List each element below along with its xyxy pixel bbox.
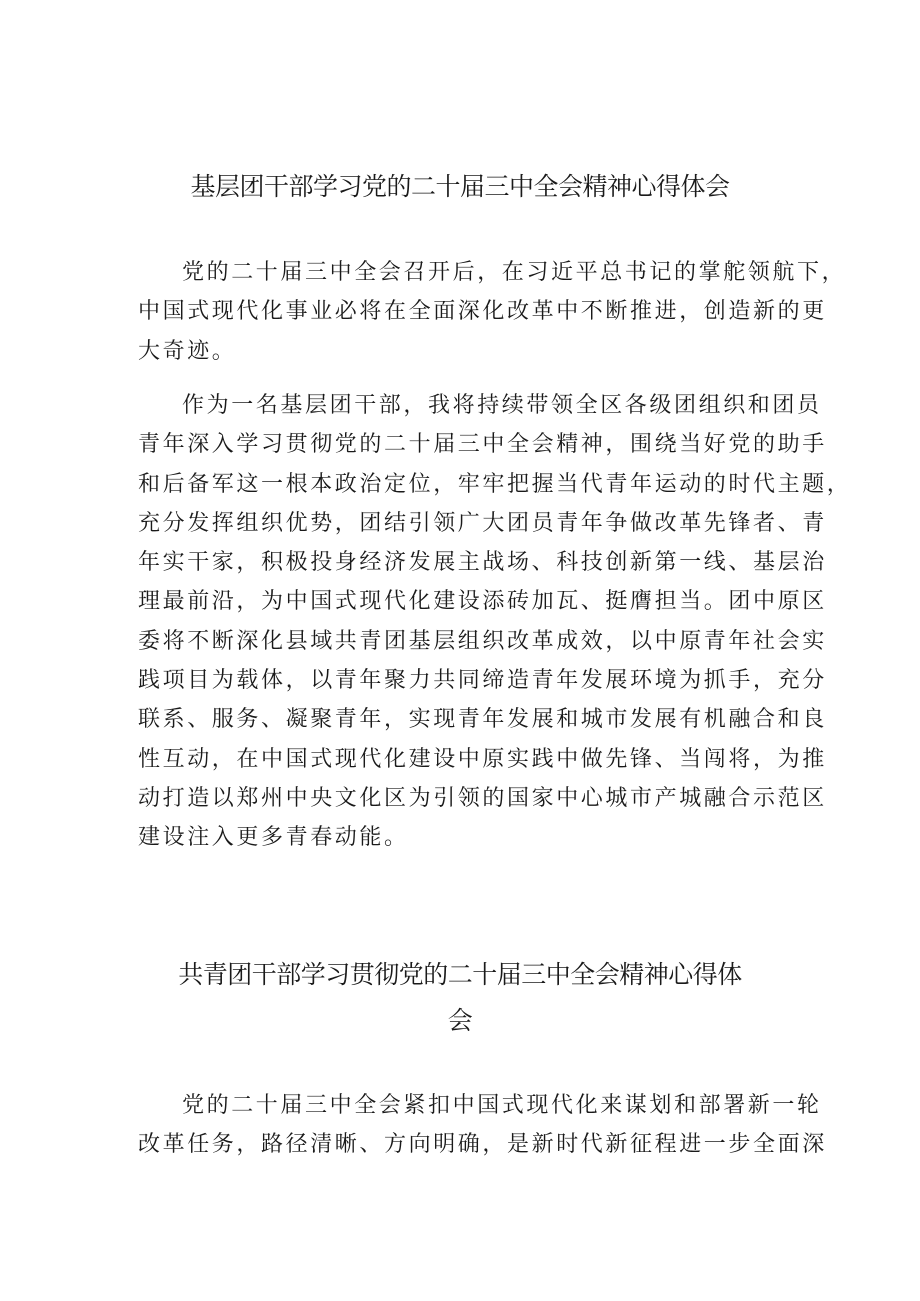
text-line: 性互动，在中国式现代化建设中原实践中做先锋、当闯将，为推 (138, 746, 827, 772)
text-line: 青年深入学习贯彻党的二十届三中全会精神，围绕当好党的助手 (138, 432, 827, 458)
text-line: 和后备军这一根本政治定位，牢牢把握当代青年运动的时代主题， (138, 471, 852, 497)
text-line: 大奇迹。 (138, 338, 237, 364)
text-line: 理最前沿，为中国式现代化建设添砖加瓦、挺膺担当。团中原区 (138, 589, 827, 615)
section1-paragraph-1 (138, 253, 847, 371)
section1-paragraph-2 (138, 386, 852, 858)
title-line: 共青团干部学习贯彻党的二十届三中全会精神心得体 (178, 960, 742, 989)
text-line: 年实干家，积极投身经济发展主战场、科技创新第一线、基层治 (138, 550, 827, 576)
text-line: 中国式现代化事业必将在全面深化改革中不断推进，创造新的更 (138, 299, 827, 325)
text-line: 充分发挥组织优势，团结引领广大团员青年争做改革先锋者、青 (138, 510, 827, 536)
text-line: 党的二十届三中全会紧扣中国式现代化来谋划和部署新一轮 (182, 1093, 822, 1118)
title-line: 会 (447, 1006, 473, 1035)
text-line: 动打造以郑州中央文化区为引领的国家中心城市产城融合示范区 (138, 785, 827, 811)
text-line: 建设注入更多青春动能。 (138, 825, 409, 851)
section2-title (0, 952, 920, 1044)
section2-paragraph-1 (138, 1086, 827, 1165)
text-line: 改革任务，路径清晰、方向明确，是新时代新征程进一步全面深 (138, 1132, 827, 1158)
section1-title: 基层团干部学习党的二十届三中全会精神心得体会 (190, 172, 730, 201)
text-line: 委将不断深化县域共青团基层组织改革成效，以中原青年社会实 (138, 628, 827, 654)
text-line: 党的二十届三中全会召开后，在习近平总书记的掌舵领航下， (182, 260, 847, 285)
text-line: 践项目为载体，以青年聚力共同缔造青年发展环境为抓手，充分 (138, 668, 827, 694)
text-line: 联系、服务、凝聚青年，实现青年发展和城市发展有机融合和良 (138, 707, 827, 733)
text-line: 作为一名基层团干部，我将持续带领全区各级团组织和团员 (182, 393, 822, 418)
